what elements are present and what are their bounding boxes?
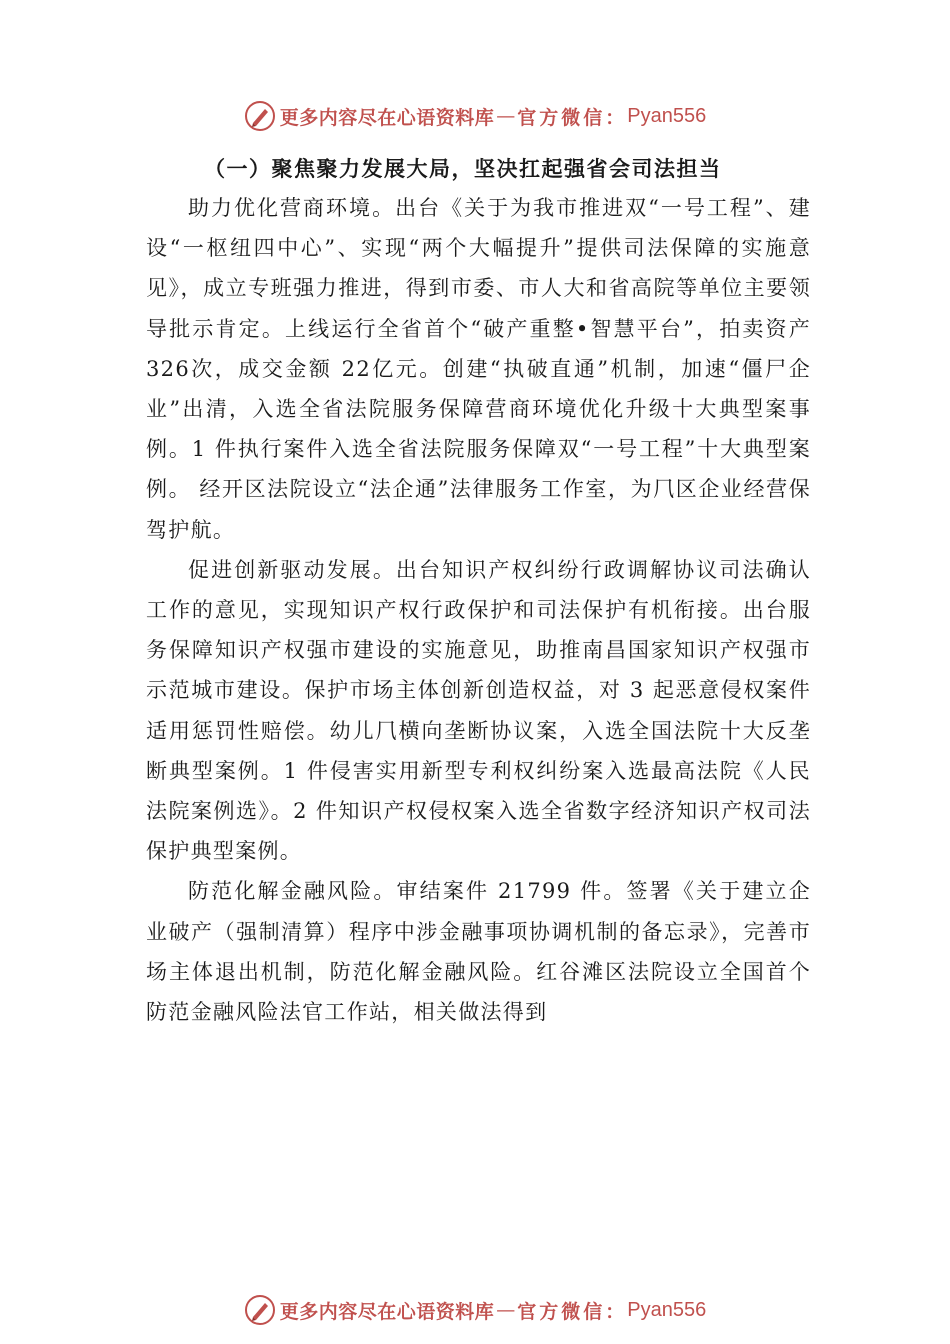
watermark-header bbox=[0, 96, 950, 136]
watermark-separator: — bbox=[496, 105, 516, 127]
document-body bbox=[146, 150, 811, 1032]
pen-logo-icon bbox=[244, 1294, 276, 1326]
watermark-wechat-label: 官方微信： bbox=[517, 106, 628, 129]
watermark-wechat-id: Pyan556 bbox=[627, 104, 707, 127]
section-heading: （一）聚焦聚力发展大局，坚决扛起强省会司法担当 bbox=[204, 156, 722, 181]
watermark-wechat-id: Pyan556 bbox=[627, 1298, 707, 1321]
paragraph-business-environment: 助力优化营商环境。出台《关于为我市推进双“一号工程”、建设“一枢纽四中心”、实现“两个大幅提升”提供司法保障的实施意见》，成立专班强力推进，得到市委、市人大和省高院等单位主要领导批示肯定。上线运行全省首个“破产重整•智慧平台”，拍卖资产 326次，成交金额 22亿元。创建“执破直通”机制，加速“僵尸企业”出清，入选全省法院服务保障营商环境优化升级十大典型案事例。1 件执行案件入选全省法院服务保障双“一号工程”十大典型案例。 经开区法院设立“法企通”法律服务工作室，为⺇区企业经营保驾护航。 bbox=[146, 196, 811, 542]
watermark-footer bbox=[0, 1290, 950, 1330]
paragraph-financial-risk: 防范化解金融风险。审结案件 21799 件。签署《关于建立企业破产（强制清算）程序中涉金融事项协调机制的备忘录》，完善市场主体退出机制，防范化解金融风险。红谷滩区法院设立全国首个防范金融风险法官工作站，相关做法得到 bbox=[146, 879, 811, 1025]
watermark-separator: — bbox=[496, 1299, 516, 1321]
watermark-wechat-label: 官方微信： bbox=[517, 1300, 628, 1323]
paragraph-innovation: 促进创新驱动发展。出台知识产权纠纷行政调解协议司法确认工作的意见，实现知识产权行政保护和司法保护有机衔接。出台服务保障知识产权强市建设的实施意见，助推南昌国家知识产权强市示范城市建设。保护市场主体创新创造权益，对 3 起恶意侵权案件适用惩罚性赔偿。幼儿⺇横向垄断协议案，入选全国法院十大反垄断典型案例。1 件侵害实用新型专利权纠纷案入选最高法院《人民法院案例选》。2 件知识产权侵权案入选全省数字经济知识产权司法保护典型案例。 bbox=[146, 557, 811, 864]
pen-logo-icon bbox=[244, 100, 276, 132]
watermark-library-text: 更多内容尽在心语资料库 bbox=[279, 1300, 495, 1323]
watermark-library-text: 更多内容尽在心语资料库 bbox=[279, 106, 495, 129]
